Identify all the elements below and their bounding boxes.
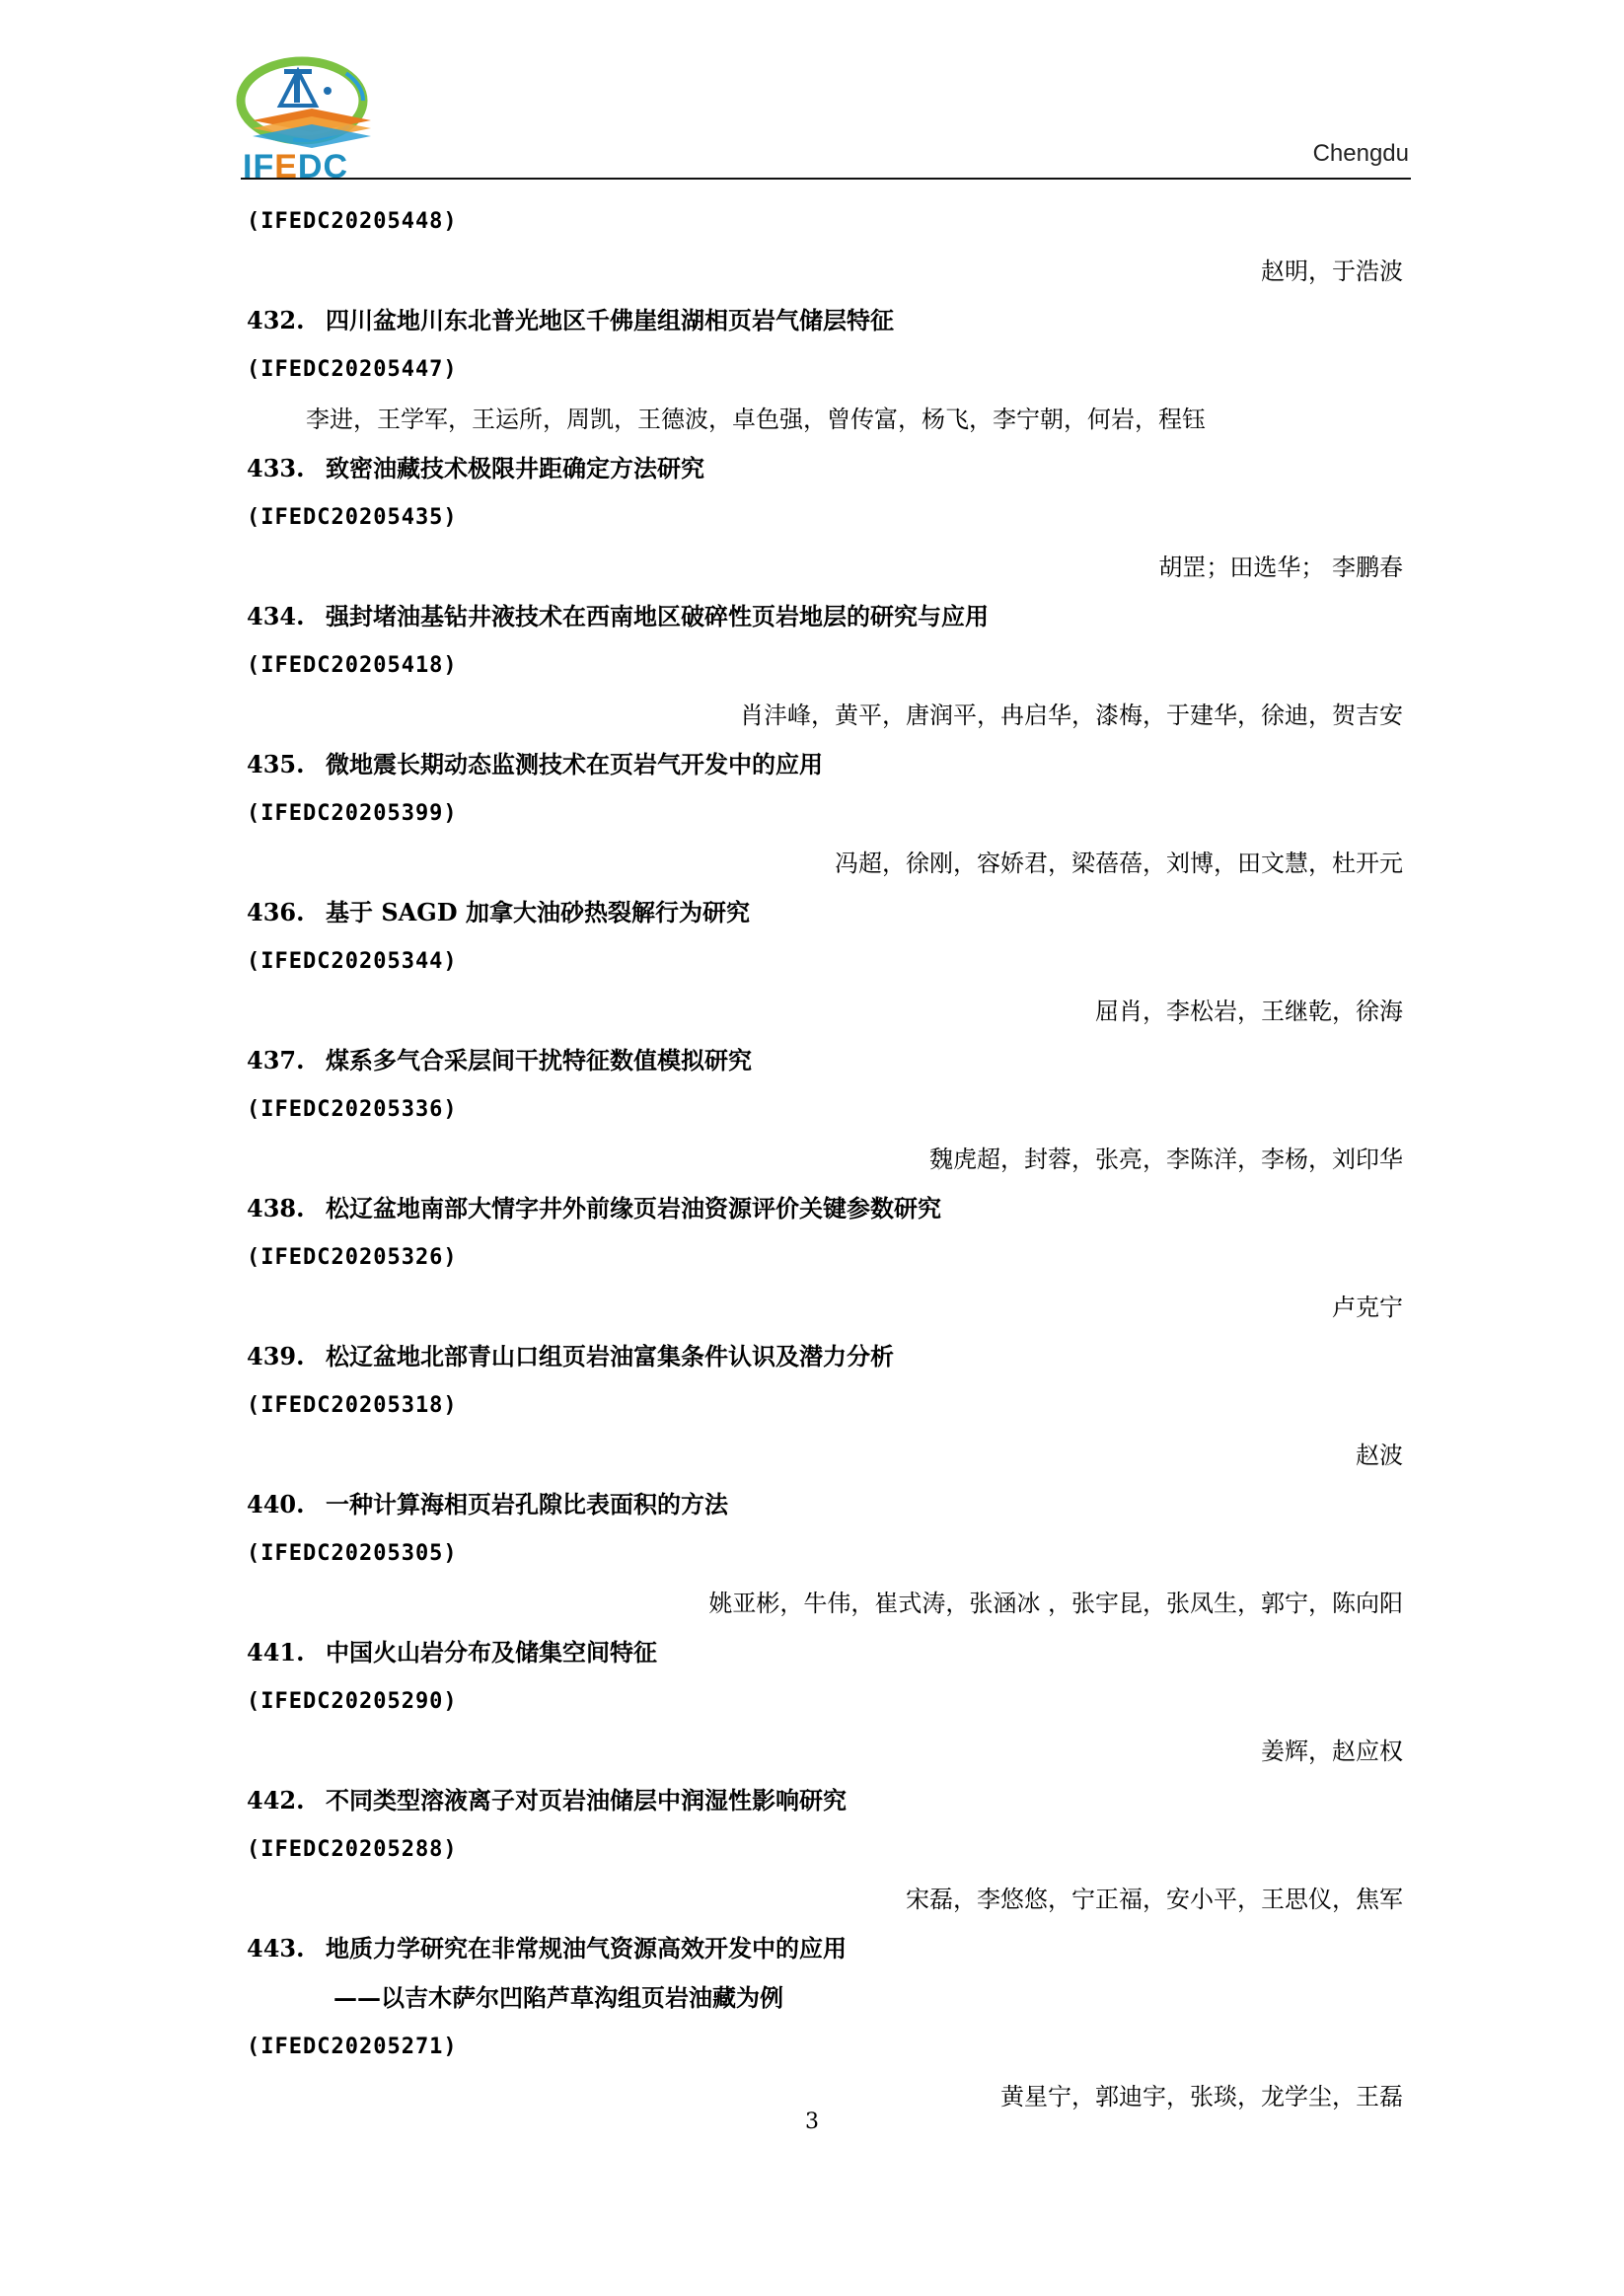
entry-number: 439. [247,1342,305,1370]
entry-number: 438. [247,1194,305,1222]
entry-title-text: 松辽盆地南部大情字井外前缘页岩油资源评价关键参数研究 [326,1194,941,1222]
entry-title-text: 基于 SAGD 加拿大油砂热裂解行为研究 [326,898,750,926]
entry-title [247,1628,1403,1677]
entry-code: (IFEDC20205418) [247,653,458,678]
entry-authors: 姚亚彬，牛伟，崔式涛，张涵冰 ，张宇昆，张凤生，郭宁，陈向阳 [708,1590,1403,1617]
entry-authors: 黄星宁，郭迪宇，张琰，龙学尘，王磊 [1000,2083,1403,2111]
entry-title-text: 强封堵油基钻井液技术在西南地区破碎性页岩地层的研究与应用 [326,602,989,630]
entry-code: (IFEDC20205318) [247,1393,458,1418]
entry-authors: 冯超，徐刚，容娇君，梁蓓蓓，刘博，田文慧，杜开元 [835,850,1403,877]
entry-code: (IFEDC20205435) [247,505,458,530]
logo-text-e: E [274,148,298,185]
entry-number: 434. [247,602,305,630]
entry-code: (IFEDC20205344) [247,949,458,974]
logo-text-dc: DC [297,148,349,185]
logo-emblem-icon [233,51,381,150]
entry-number: 436. [247,898,305,926]
entry-authors: 李进，王学军，王运所，周凯，王德波，卓色强，曾传富，杨飞，李宁朝，何岩，程钰 [306,406,1206,433]
entry-code: (IFEDC20205271) [247,2035,458,2059]
entry-authors: 胡罡；田选华； 李鹏春 [1158,554,1403,581]
entry-authors: 赵波 [1356,1442,1403,1469]
entry-title [247,888,1403,937]
entry-number: 432. [247,306,305,334]
header-rule [241,178,1411,180]
entry-title [247,1332,1403,1381]
page-number: 3 [805,2110,819,2134]
entry-code: (IFEDC20205288) [247,1837,458,1862]
entry-subtitle: ——以吉木萨尔凹陷芦草沟组页岩油藏为例 [333,1983,783,2012]
entry-authors: 姜辉，赵应权 [1261,1738,1403,1765]
prev-entry-authors: 赵明，于浩波 [1261,258,1403,285]
entry-title-text: 一种计算海相页岩孔隙比表面积的方法 [326,1490,728,1518]
entry-title [247,1184,1403,1233]
entry-number: 433. [247,454,305,482]
ifedc-logo [233,51,381,185]
entry-title [247,444,1403,493]
entry-authors: 屈肖，李松岩，王继乾，徐海 [1095,998,1403,1025]
entry-title-text: 煤系多气合采层间干扰特征数值模拟研究 [326,1046,752,1074]
entry-title-text: 地质力学研究在非常规油气资源高效开发中的应用 [326,1934,847,1963]
entry-title-text: 四川盆地川东北普光地区千佛崖组湖相页岩气储层特征 [326,306,894,334]
entry-authors: 卢克宁 [1332,1294,1403,1321]
entry-title [247,1480,1403,1529]
header-city: Chengdu [1312,140,1409,167]
entry-title-text: 不同类型溶液离子对页岩油储层中润湿性影响研究 [326,1786,847,1815]
entry-code: (IFEDC20205399) [247,801,458,826]
entry-title-text: 松辽盆地北部青山口组页岩油富集条件认识及潜力分析 [326,1342,894,1370]
entry-authors: 魏虎超，封蓉，张亮，李陈洋，李杨，刘印华 [929,1146,1403,1173]
prev-entry-code: (IFEDC20205448) [247,209,458,234]
entry-title [247,1036,1403,1085]
entry-title [247,592,1403,641]
entry-title [247,1924,1403,1973]
entry-code: (IFEDC20205336) [247,1097,458,1122]
entry-title [247,296,1403,345]
entry-number: 440. [247,1490,305,1518]
entry-number: 441. [247,1638,305,1666]
logo-text-if: IF [243,148,275,185]
entry-title-text: 中国火山岩分布及储集空间特征 [326,1638,657,1666]
entry-number: 437. [247,1046,305,1074]
entry-number: 435. [247,750,305,778]
entry-authors: 肖沣峰，黄平，唐润平，冉启华，漆梅，于建华，徐迪，贺吉安 [740,702,1403,729]
entry-code: (IFEDC20205326) [247,1245,458,1270]
logo-text [243,148,348,186]
entry-number: 443. [247,1934,305,1963]
entry-title-text: 致密油藏技术极限井距确定方法研究 [326,454,704,482]
paper-list [247,197,1403,2121]
entry-authors: 宋磊，李悠悠，宁正福，安小平，王思仪，焦军 [906,1886,1403,1913]
entry-code: (IFEDC20205447) [247,357,458,382]
entry-code: (IFEDC20205290) [247,1689,458,1714]
entry-code: (IFEDC20205305) [247,1541,458,1566]
entry-title [247,1776,1403,1825]
entry-title-text: 微地震长期动态监测技术在页岩气开发中的应用 [326,750,823,778]
entry-number: 442. [247,1786,305,1815]
entry-title [247,740,1403,789]
